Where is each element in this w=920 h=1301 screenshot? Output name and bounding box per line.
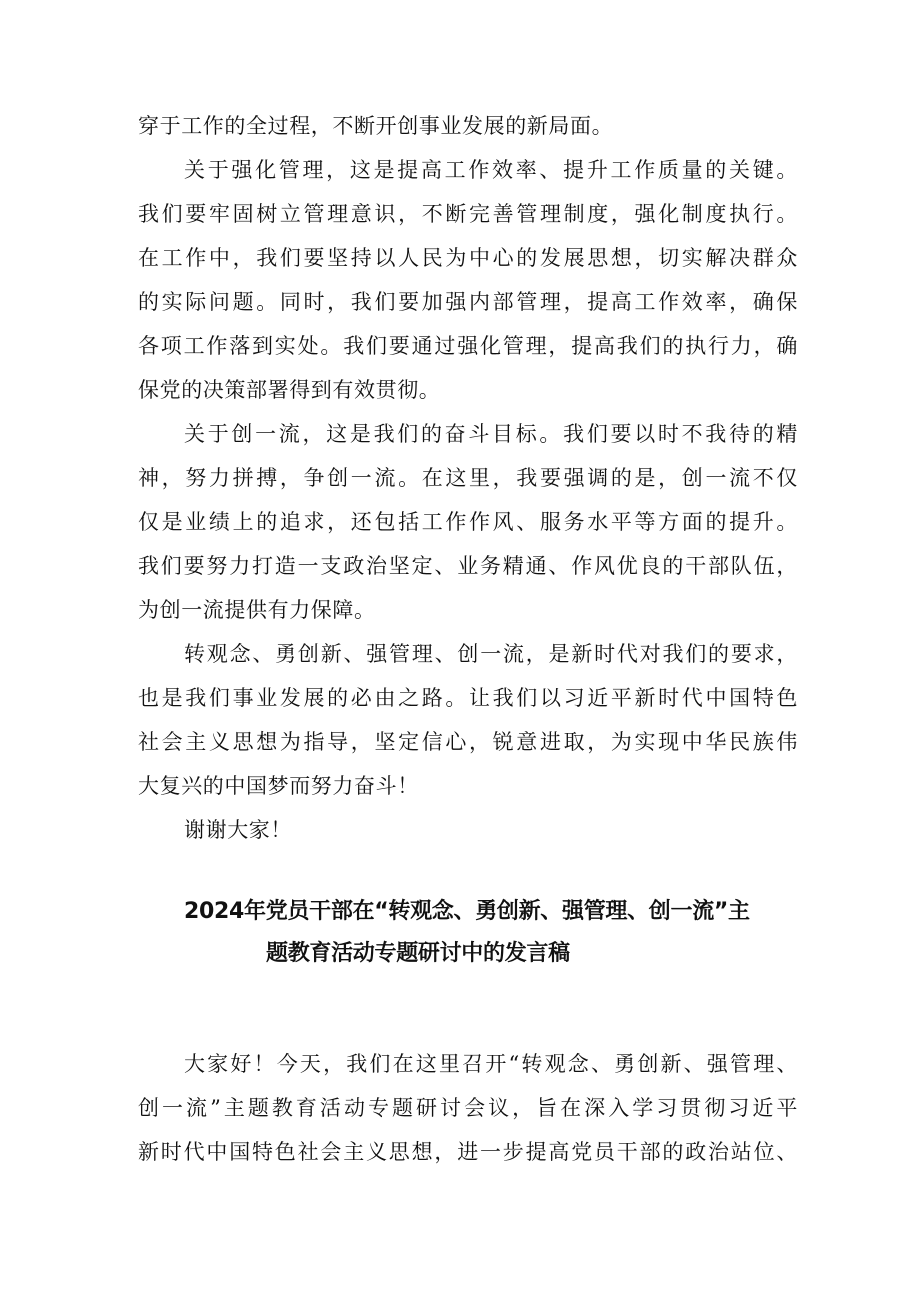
paragraph-line: 各项工作落到实处。我们要通过强化管理，提高我们的执行力，确 [138, 334, 798, 358]
paragraph-line: 大家好！今天，我们在这里召开“转观念、勇创新、强管理、 [184, 1052, 798, 1076]
paragraph-line: 保党的决策部署得到有效贯彻。 [138, 378, 441, 402]
paragraph-line: 为创一流提供有力保障。 [138, 598, 376, 622]
paragraph-line: 转观念、勇创新、强管理、创一流，是新时代对我们的要求， [184, 642, 798, 666]
paragraph-line: 的实际问题。同时，我们要加强内部管理，提高工作效率，确保 [138, 290, 798, 314]
paragraph-line: 我们要牢固树立管理意识，不断完善管理制度，强化制度执行。 [138, 202, 798, 226]
closing-line: 谢谢大家！ [184, 818, 292, 842]
paragraph-line: 创一流”主题教育活动专题研讨会议，旨在深入学习贯彻习近平 [138, 1096, 798, 1120]
paragraph-line: 新时代中国特色社会主义思想，进一步提高党员干部的政治站位、 [138, 1140, 798, 1164]
paragraph-line: 在工作中，我们要坚持以人民为中心的发展思想，切实解决群众 [138, 246, 798, 270]
paragraph-line: 关于创一流，这是我们的奋斗目标。我们要以时不我待的精 [184, 422, 798, 446]
paragraph-line: 我们要努力打造一支政治坚定、业务精通、作风优良的干部队伍， [138, 554, 798, 578]
document-title-line-2: 题教育活动专题研讨中的发言稿 [266, 941, 570, 966]
paragraph-line: 关于强化管理，这是提高工作效率、提升工作质量的关键。 [184, 158, 798, 182]
document-title-line-1: 2024年党员干部在“转观念、勇创新、强管理、创一流”主 [184, 899, 750, 924]
paragraph-line: 穿于工作的全过程，不断开创事业发展的新局面。 [138, 114, 614, 138]
paragraph-line: 神，努力拼搏，争创一流。在这里，我要强调的是，创一流不仅 [138, 466, 798, 490]
paragraph-line: 也是我们事业发展的必由之路。让我们以习近平新时代中国特色 [138, 686, 798, 710]
paragraph-line: 大复兴的中国梦而努力奋斗！ [138, 774, 419, 798]
paragraph-line: 仅是业绩上的追求，还包括工作作风、服务水平等方面的提升。 [138, 510, 798, 534]
paragraph-line: 社会主义思想为指导，坚定信心，锐意进取，为实现中华民族伟 [138, 730, 798, 754]
